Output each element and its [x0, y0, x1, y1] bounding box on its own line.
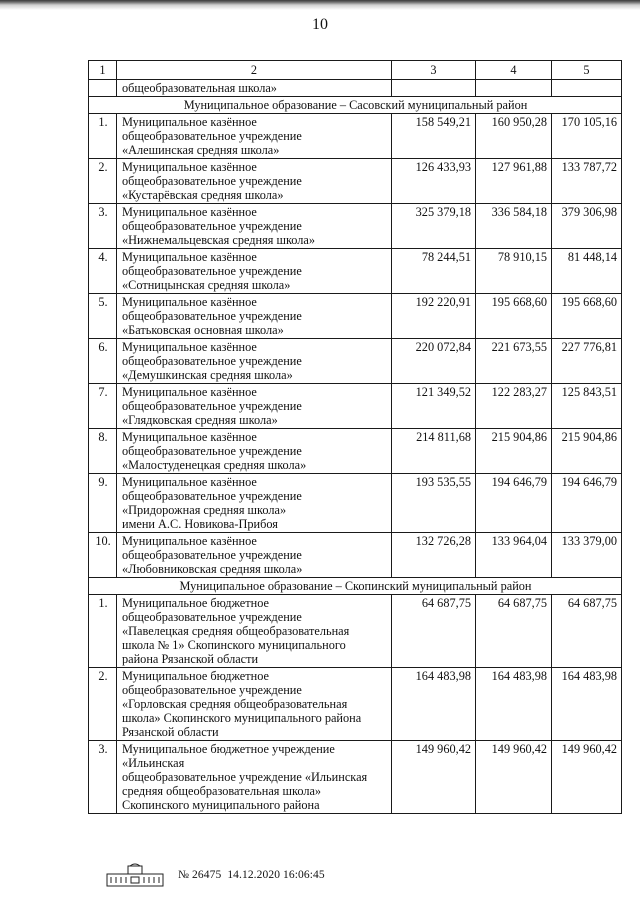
amount-column-4: 336 584,18 — [476, 204, 552, 249]
table-row — [89, 668, 622, 741]
column-header-3: 3 — [392, 61, 476, 80]
amount-column-3: 220 072,84 — [392, 339, 476, 384]
institution-name — [117, 339, 392, 384]
amount-column-5: 195 668,60 — [552, 294, 622, 339]
amount-column-3: 149 960,42 — [392, 741, 476, 814]
institution-name-line: школа» Скопинского муниципального района — [122, 711, 362, 725]
row-number: 6. — [89, 339, 117, 384]
institution-name-line: «Нижнемальцевская средняя школа» — [122, 233, 316, 247]
row-number: 1. — [89, 595, 117, 668]
institution-name-line: «Павелецкая средняя общеобразовательная — [122, 624, 350, 638]
row-number: 5. — [89, 294, 117, 339]
registration-footer — [106, 862, 325, 888]
amount-column-3: 325 379,18 — [392, 204, 476, 249]
amount-column-4: 149 960,42 — [476, 741, 552, 814]
institution-name-line: общеобразовательное учреждение — [122, 683, 302, 697]
amount-column-5: 170 105,16 — [552, 114, 622, 159]
table-row — [89, 384, 622, 429]
institution-name-line: общеобразовательное учреждение — [122, 264, 302, 278]
institution-name — [117, 384, 392, 429]
institution-name-line: общеобразовательное учреждение — [122, 129, 302, 143]
amount-column-4: 194 646,79 — [476, 474, 552, 533]
institution-name-line: общеобразовательное учреждение — [122, 309, 302, 323]
amount-column-3: 193 535,55 — [392, 474, 476, 533]
amount-column-5: 133 379,00 — [552, 533, 622, 578]
institution-name-line: «Батьковская основная школа» — [122, 323, 284, 337]
amount-column-4: 195 668,60 — [476, 294, 552, 339]
institution-name — [117, 474, 392, 533]
table-row — [89, 429, 622, 474]
row-number: 8. — [89, 429, 117, 474]
institution-name-line: Муниципальное бюджетное учреждение «Ильинская — [122, 742, 335, 770]
header-row — [89, 61, 622, 80]
institution-name-line: школа № 1» Скопинского муниципального — [122, 638, 346, 652]
amount-column-3: 192 220,91 — [392, 294, 476, 339]
institution-name-line: имени А.С. Новикова-Прибоя — [122, 517, 278, 531]
institution-name-line: Муниципальное бюджетное — [122, 596, 269, 610]
table-body — [89, 80, 622, 814]
registration-stamp-icon — [106, 862, 164, 888]
institution-name — [117, 114, 392, 159]
institution-name-line: «Глядковская средняя школа» — [122, 413, 278, 427]
institution-name — [117, 429, 392, 474]
institution-name-line: «Демушкинская средняя школа» — [122, 368, 293, 382]
column-header-4: 4 — [476, 61, 552, 80]
amount-column-3: 121 349,52 — [392, 384, 476, 429]
amount-column-3: 214 811,68 — [392, 429, 476, 474]
institution-name — [117, 249, 392, 294]
amount-column-3: 64 687,75 — [392, 595, 476, 668]
row-number: 9. — [89, 474, 117, 533]
table-row — [89, 204, 622, 249]
institution-name — [117, 204, 392, 249]
institution-name-line: Муниципальное бюджетное — [122, 669, 269, 683]
registration-number: № 26475 — [178, 869, 222, 881]
institution-name-line: «Алешинская средняя школа» — [122, 143, 280, 157]
amount-column-5: 379 306,98 — [552, 204, 622, 249]
institution-name — [117, 294, 392, 339]
institution-name — [117, 159, 392, 204]
row-number: 2. — [89, 668, 117, 741]
section-title: Муниципальное образование – Скопинский муниципальный район — [89, 578, 622, 595]
institution-name-line: общеобразовательное учреждение — [122, 610, 302, 624]
page-number: 10 — [312, 16, 328, 33]
registration-datetime: 14.12.2020 16:06:45 — [227, 869, 325, 881]
amount-column-3: 164 483,98 — [392, 668, 476, 741]
institution-name-line: общеобразовательное учреждение — [122, 354, 302, 368]
institution-name-line: общеобразовательное учреждение — [122, 489, 302, 503]
institution-name-line: Муниципальное казённое — [122, 160, 257, 174]
row-number: 3. — [89, 204, 117, 249]
institution-name-line: Муниципальное казённое — [122, 340, 257, 354]
institution-name-line: средняя общеобразовательная школа» — [122, 784, 322, 798]
table-row — [89, 294, 622, 339]
amount-column-5: 164 483,98 — [552, 668, 622, 741]
institution-name-line: района Рязанской области — [122, 652, 259, 666]
row-number: 1. — [89, 114, 117, 159]
amount-column-4: 160 950,28 — [476, 114, 552, 159]
row-number: 2. — [89, 159, 117, 204]
institution-name-line: Скопинского муниципального района — [122, 798, 320, 812]
amount-column-4: 78 910,15 — [476, 249, 552, 294]
institution-name-line: общеобразовательное учреждение — [122, 548, 302, 562]
institution-name-line: «Придорожная средняя школа» — [122, 503, 287, 517]
amount-column-3: 132 726,28 — [392, 533, 476, 578]
amount-column-4: 133 964,04 — [476, 533, 552, 578]
institution-name-line: Муниципальное казённое — [122, 534, 257, 548]
institution-name — [117, 668, 392, 741]
amount-column-4: 122 283,27 — [476, 384, 552, 429]
institution-name-line: «Сотницынская средняя школа» — [122, 278, 291, 292]
institution-name-line: Муниципальное казённое — [122, 295, 257, 309]
continuation-row — [89, 80, 622, 97]
amount-column-5: 215 904,86 — [552, 429, 622, 474]
amount-column-3: 158 549,21 — [392, 114, 476, 159]
amount-column-4: 164 483,98 — [476, 668, 552, 741]
amount-column-3: 126 433,93 — [392, 159, 476, 204]
table-row — [89, 741, 622, 814]
institution-name — [117, 533, 392, 578]
amount-column-4: 127 961,88 — [476, 159, 552, 204]
institution-name-line: общеобразовательное учреждение — [122, 219, 302, 233]
amount-column-4: 221 673,55 — [476, 339, 552, 384]
table-row — [89, 339, 622, 384]
table-row — [89, 533, 622, 578]
institution-name-line: Муниципальное казённое — [122, 205, 257, 219]
amount-column-5: 81 448,14 — [552, 249, 622, 294]
table-row — [89, 249, 622, 294]
section-row — [89, 578, 622, 595]
table-row — [89, 159, 622, 204]
budget-table — [88, 60, 622, 814]
amount-column-5: 125 843,51 — [552, 384, 622, 429]
table-row — [89, 595, 622, 668]
institution-name-line: общеобразовательное учреждение «Ильинская — [122, 770, 368, 784]
column-header-2: 2 — [117, 61, 392, 80]
column-header-5: 5 — [552, 61, 622, 80]
amount-column-5: 149 960,42 — [552, 741, 622, 814]
amount-column-5: 133 787,72 — [552, 159, 622, 204]
institution-name-line: «Любовниковская средняя школа» — [122, 562, 303, 576]
section-row — [89, 97, 622, 114]
table-row — [89, 114, 622, 159]
amount-column-4: 215 904,86 — [476, 429, 552, 474]
row-number: 10. — [89, 533, 117, 578]
continuation-text: общеобразовательная школа» — [117, 80, 392, 97]
institution-name-line: общеобразовательное учреждение — [122, 444, 302, 458]
amount-column-3: 78 244,51 — [392, 249, 476, 294]
amount-column-4: 64 687,75 — [476, 595, 552, 668]
amount-column-5: 64 687,75 — [552, 595, 622, 668]
row-number: 7. — [89, 384, 117, 429]
institution-name-line: Рязанской области — [122, 725, 219, 739]
institution-name-line: Муниципальное казённое — [122, 250, 257, 264]
table-row — [89, 474, 622, 533]
row-number: 4. — [89, 249, 117, 294]
institution-name-line: Муниципальное казённое — [122, 385, 257, 399]
column-header-1: 1 — [89, 61, 117, 80]
section-title: Муниципальное образование – Сасовский муниципальный район — [89, 97, 622, 114]
institution-name-line: Муниципальное казённое — [122, 475, 257, 489]
row-number: 3. — [89, 741, 117, 814]
institution-name-line: Муниципальное казённое — [122, 115, 257, 129]
institution-name-line: «Горловская средняя общеобразовательная — [122, 697, 348, 711]
amount-column-5: 194 646,79 — [552, 474, 622, 533]
scan-edge — [0, 0, 640, 10]
institution-name-line: «Малостуденецкая средняя школа» — [122, 458, 307, 472]
institution-name — [117, 595, 392, 668]
amount-column-5: 227 776,81 — [552, 339, 622, 384]
institution-name — [117, 741, 392, 814]
institution-name-line: общеобразовательное учреждение — [122, 399, 302, 413]
institution-name-line: общеобразовательное учреждение — [122, 174, 302, 188]
institution-name-line: «Кустарёвская средняя школа» — [122, 188, 284, 202]
institution-name-line: Муниципальное казённое — [122, 430, 257, 444]
